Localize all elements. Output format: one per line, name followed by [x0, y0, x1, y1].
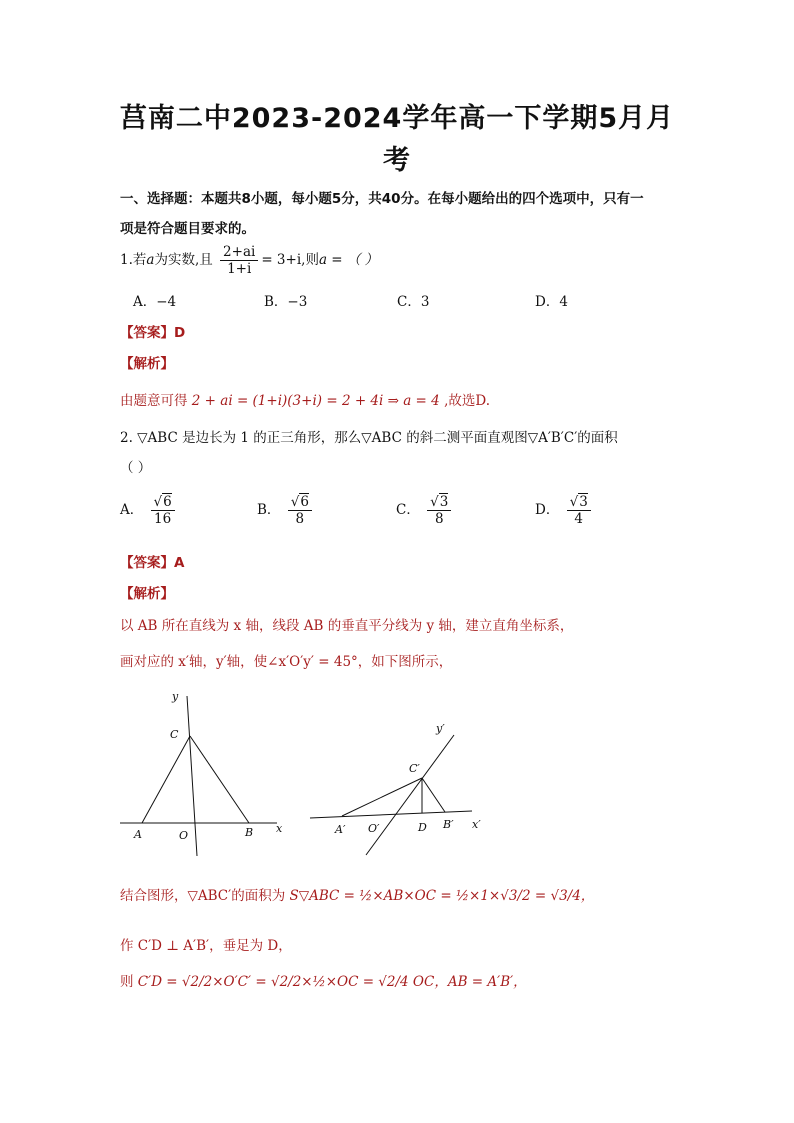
q2-option-b-fraction: $\frac{√6}{8}$	[288, 494, 312, 527]
fig1-side-cb	[190, 736, 249, 823]
figure-original-triangle	[112, 688, 312, 863]
fig1-label-x: x	[276, 822, 283, 835]
q2-b-num: 6	[300, 494, 309, 510]
fig2-label-d: D	[418, 821, 427, 834]
q2-solution-line-4: 作 C′D ⊥ A′B′，垂足为 D，	[120, 938, 292, 954]
q2-analysis-label: 【解析】	[120, 586, 174, 602]
q1-answer: 【答案】D	[120, 325, 186, 341]
fig1-label-b: B	[245, 826, 254, 839]
q2-b-den: 8	[295, 511, 305, 527]
q1-solution-math: 2 + ai = (1+i)(3+i) = 2 + 4i ⇒ a = 4	[191, 393, 440, 409]
q2-solution-line-2: 画对应的 x′轴，y′轴，使∠x′O′y′ = 45°，如下图所示，	[120, 654, 453, 670]
q2-option-c-fraction: $\frac{√3}{8}$	[427, 494, 451, 527]
q2-d-den: 4	[574, 511, 584, 527]
fig1-side-ca	[142, 736, 190, 823]
q1-option-a: A．−4	[133, 294, 177, 310]
fig2-label-y: y′	[436, 722, 445, 735]
q2-option-c-label: C．	[396, 502, 420, 518]
section-intro-line-1: 一、选择题：本题共8小题，每小题5分，共40分。在每小题给出的四个选项中，只有一	[120, 191, 644, 207]
q1-text2: 为实数,且	[154, 252, 213, 268]
q1-fraction	[220, 244, 258, 277]
fig1-y-axis	[187, 696, 197, 856]
fig1-label-o: O	[179, 829, 189, 842]
question-2-stem: 2. ▽ABC 是边长为 1 的正三角形，那么▽ABC 的斜二测平面直观图▽A′B′C′的面积	[120, 430, 618, 446]
fig2-label-a: A′	[335, 823, 346, 836]
fig2-x-axis	[310, 811, 472, 818]
q1-option-c: C．3	[397, 294, 430, 310]
fig2-y-axis	[366, 735, 454, 855]
q2-solution-line-5	[120, 970, 527, 990]
figure-oblique-projection	[302, 718, 502, 858]
title-line-1: 莒南二中2023-2024学年高一下学期5月月	[119, 103, 675, 134]
section-intro-line-2: 项是符合题目要求的。	[120, 221, 255, 237]
q2-solution-line-3	[120, 884, 594, 904]
fig2-side-ca	[342, 778, 422, 816]
title-line-2: 考	[383, 145, 411, 176]
q2-answer: 【答案】A	[120, 555, 185, 571]
q2-option-d-label: D．	[535, 502, 560, 518]
fig2-label-b: B′	[443, 818, 454, 831]
q1-text3: ,则	[301, 252, 319, 268]
q2-option-d	[535, 494, 594, 527]
fig1-label-a: A	[134, 828, 142, 841]
q2-option-c	[396, 494, 454, 527]
q1-eq-rhs: = 3+i	[261, 252, 302, 268]
q2-sol5-math: C′D = √2/2×O′C′ = √2/2×½×OC = √2/4 OC，AB = A′B′，	[137, 974, 527, 990]
q2-option-b-label: B．	[257, 502, 281, 518]
fig2-label-o: O′	[368, 822, 380, 835]
q2-sol3-math: S▽ABC = ½×AB×OC = ½×1×√3/2 = √3/4，	[289, 888, 595, 904]
q1-option-d: D．4	[535, 294, 568, 310]
q1-option-b: B．−3	[264, 294, 308, 310]
question-1-stem	[120, 244, 378, 277]
q2-option-d-fraction: $\frac{√3}{4}$	[567, 494, 591, 527]
q1-var: a	[146, 252, 155, 268]
q2-d-num: 3	[579, 494, 588, 510]
fig2-side-cb	[422, 778, 445, 812]
fig1-label-y: y	[172, 690, 179, 703]
q2-a-num: 6	[163, 494, 172, 510]
q1-analysis-label: 【解析】	[120, 356, 174, 372]
q2-option-a-label: A．	[120, 502, 144, 518]
q2-paren: （ ）	[120, 460, 152, 476]
q1-ask: a = （ ）	[318, 252, 379, 268]
q1-frac-den: 1+i	[227, 261, 252, 277]
q1-solution-suffix: ,故选D.	[444, 393, 490, 409]
q1-prefix: 1.若	[120, 252, 147, 268]
q2-c-den: 8	[434, 511, 444, 527]
fig2-label-x: x′	[472, 818, 481, 831]
q2-option-a	[120, 494, 178, 527]
q1-solution-prefix: 由题意可得	[120, 393, 188, 409]
q2-sol3-prefix: 结合图形，▽ABC′的面积为	[120, 888, 286, 904]
q2-option-a-fraction: $\frac{√6}{16}$	[151, 494, 175, 527]
q2-solution-line-1: 以 AB 所在直线为 x 轴，线段 AB 的垂直平分线为 y 轴，建立直角坐标系，	[120, 618, 574, 634]
fig2-label-c: C′	[409, 762, 420, 775]
q2-a-den: 16	[154, 511, 172, 527]
fig1-label-c: C	[170, 728, 179, 741]
q2-option-b	[257, 494, 315, 527]
q2-sol5-prefix: 则	[120, 974, 134, 990]
q1-solution	[120, 389, 490, 409]
q1-frac-num: 2+ai	[220, 244, 258, 261]
q2-c-num: 3	[439, 494, 449, 510]
